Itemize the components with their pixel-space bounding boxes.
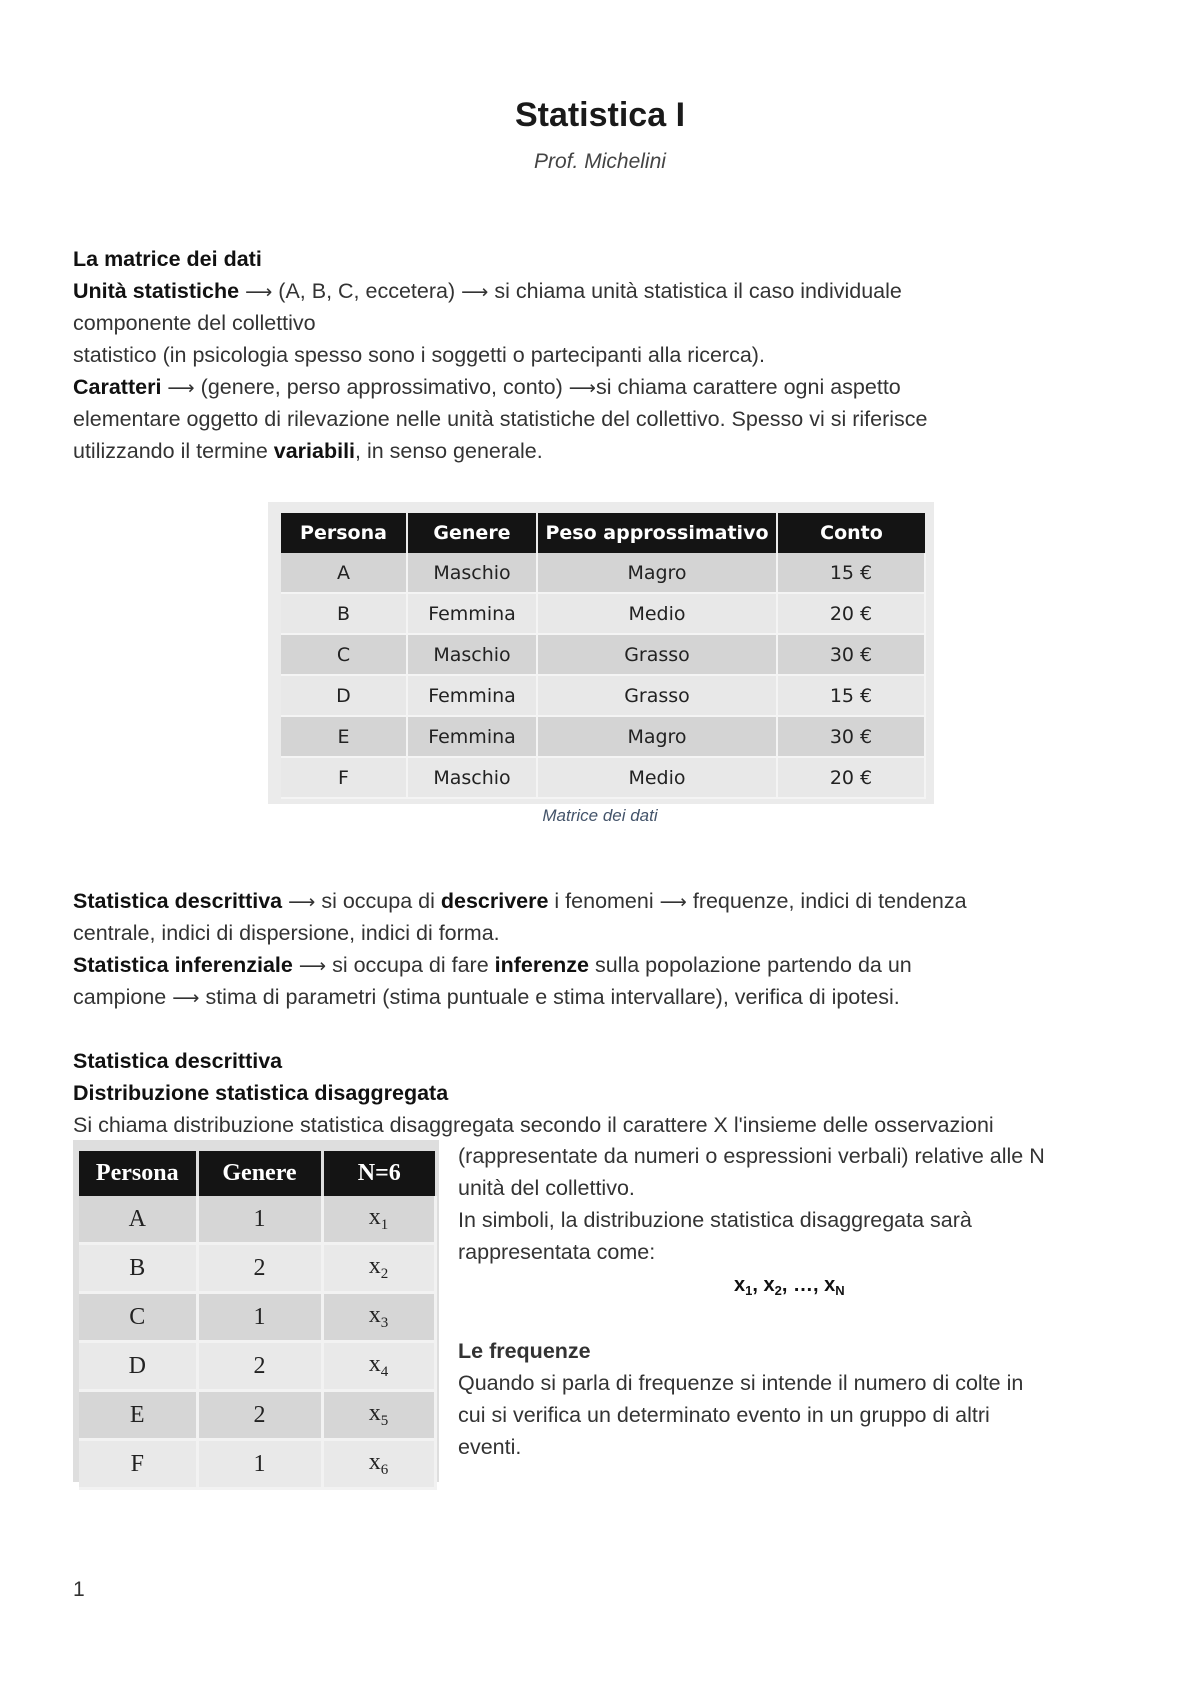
table-cell: C bbox=[79, 1293, 197, 1342]
arrow-icon: ⟶ bbox=[167, 377, 195, 399]
table-row bbox=[79, 1244, 435, 1293]
formula-symbol: , …, x bbox=[781, 1274, 836, 1296]
descrivere-term: descrivere bbox=[440, 889, 549, 913]
formula-symbol: , x bbox=[752, 1274, 775, 1296]
table-cell: B bbox=[281, 593, 407, 634]
variable-subscript: 2 bbox=[380, 1266, 389, 1282]
table-cell: Medio bbox=[537, 593, 777, 634]
descrittiva-label: Statistica descrittiva bbox=[73, 889, 283, 913]
unita-text-1b: si chiama unità statistica il caso individuale bbox=[494, 279, 902, 303]
table-cell: Femmina bbox=[407, 675, 537, 716]
page-title: Statistica I bbox=[514, 96, 686, 134]
table-cell: 1 bbox=[197, 1440, 322, 1489]
table-cell bbox=[322, 1440, 435, 1489]
table-header-cell: Genere bbox=[197, 1151, 322, 1196]
arrow-icon: ⟶ bbox=[288, 891, 316, 913]
page-number: 1 bbox=[73, 1578, 85, 1601]
table-cell: 15 € bbox=[777, 675, 925, 716]
table-cell bbox=[322, 1196, 435, 1244]
table-row bbox=[281, 593, 925, 634]
page-subtitle: Prof. Michelini bbox=[534, 150, 666, 173]
figure-caption: Matrice dei dati bbox=[542, 806, 658, 825]
variable-symbol: x bbox=[368, 1302, 381, 1328]
inferenziale-text-2b: stima di parametri (stima puntuale e stima intervallare), verifica di ipotesi. bbox=[205, 985, 900, 1009]
frequenze-line-2: cui si verifica un determinato evento in un gruppo di altri bbox=[458, 1403, 990, 1427]
table-row bbox=[281, 675, 925, 716]
table-cell bbox=[322, 1391, 435, 1440]
descrittiva-text-d: frequenze, indici di tendenza bbox=[692, 889, 967, 913]
table-row bbox=[281, 757, 925, 798]
section-heading-descrittiva: Statistica descrittiva bbox=[73, 1049, 283, 1073]
table-row bbox=[79, 1293, 435, 1342]
table-cell: F bbox=[281, 757, 407, 798]
table-row bbox=[79, 1440, 435, 1489]
arrow-icon: ⟶ bbox=[245, 281, 273, 303]
arrow-icon: ⟶ bbox=[568, 377, 596, 399]
table-cell: Grasso bbox=[537, 675, 777, 716]
table-cell: C bbox=[281, 634, 407, 675]
disaggregata-line-5: rappresentata come: bbox=[458, 1240, 656, 1264]
unita-line-2: componente del collettivo bbox=[73, 311, 316, 335]
table-row bbox=[79, 1196, 435, 1244]
disaggregata-line-4: In simboli, la distribuzione statistica disaggregata sarà bbox=[458, 1208, 972, 1232]
table-cell: E bbox=[281, 716, 407, 757]
arrow-icon: ⟶ bbox=[461, 281, 489, 303]
table-cell: B bbox=[79, 1244, 197, 1293]
disaggregata-line-1: Si chiama distribuzione statistica disaggregata secondo il carattere X l'insieme delle osservazioni bbox=[73, 1113, 994, 1137]
inferenziale-line-2 bbox=[73, 981, 900, 1014]
table-cell: Grasso bbox=[537, 634, 777, 675]
table-cell: D bbox=[79, 1342, 197, 1391]
table-cell: 30 € bbox=[777, 634, 925, 675]
table-cell: Medio bbox=[537, 757, 777, 798]
table-cell: D bbox=[281, 675, 407, 716]
formula-subscript: N bbox=[835, 1283, 845, 1298]
table-cell: E bbox=[79, 1391, 197, 1440]
table-cell: 2 bbox=[197, 1391, 322, 1440]
distribution-table bbox=[79, 1151, 437, 1490]
caratteri-text-3c: , in senso generale. bbox=[355, 439, 543, 463]
distribution-formula bbox=[734, 1274, 845, 1298]
variable-symbol: x bbox=[368, 1204, 381, 1230]
descrittiva-line-1 bbox=[73, 885, 967, 918]
table-cell: F bbox=[79, 1440, 197, 1489]
variabili-term: variabili bbox=[273, 439, 356, 463]
variable-subscript: 1 bbox=[380, 1217, 389, 1233]
inferenze-term: inferenze bbox=[494, 953, 590, 977]
arrow-icon: ⟶ bbox=[298, 955, 327, 977]
unita-line-1 bbox=[73, 275, 902, 308]
disaggregata-line-3: unità del collettivo. bbox=[458, 1176, 635, 1200]
table-cell: Femmina bbox=[407, 593, 537, 634]
variable-symbol: x bbox=[368, 1400, 381, 1426]
table-cell: 20 € bbox=[777, 593, 925, 634]
table-row bbox=[281, 716, 925, 757]
table-cell: A bbox=[281, 553, 407, 593]
formula-symbol: x bbox=[734, 1274, 746, 1296]
descrittiva-text-c: i fenomeni bbox=[548, 889, 654, 913]
inferenziale-text-a: si occupa di fare bbox=[332, 953, 495, 977]
table-row bbox=[79, 1391, 435, 1440]
unita-label: Unità statistiche bbox=[73, 279, 240, 303]
table-header-cell: Persona bbox=[281, 513, 407, 553]
arrow-icon: ⟶ bbox=[172, 987, 200, 1009]
unita-text-1: (A, B, C, eccetera) bbox=[278, 279, 456, 303]
variable-subscript: 3 bbox=[380, 1315, 389, 1331]
table-cell: Maschio bbox=[407, 757, 537, 798]
caratteri-text-1: (genere, perso approssimativo, conto) bbox=[200, 375, 563, 399]
table-cell: Magro bbox=[537, 716, 777, 757]
frequenze-line-3: eventi. bbox=[458, 1435, 522, 1459]
variable-symbol: x bbox=[368, 1253, 381, 1279]
table-header-row bbox=[281, 513, 925, 553]
caratteri-line-1 bbox=[73, 371, 901, 404]
variable-subscript: 5 bbox=[380, 1413, 389, 1429]
caratteri-label: Caratteri bbox=[73, 375, 162, 399]
inferenziale-label: Statistica inferenziale bbox=[73, 953, 293, 977]
data-matrix-figure bbox=[268, 502, 934, 804]
table-cell: Maschio bbox=[407, 553, 537, 593]
table-row bbox=[79, 1342, 435, 1391]
table-cell bbox=[322, 1342, 435, 1391]
frequenze-line-1: Quando si parla di frequenze si intende il numero di colte in bbox=[458, 1371, 1024, 1395]
table-cell: Femmina bbox=[407, 716, 537, 757]
table-header-cell: N=6 bbox=[322, 1151, 435, 1196]
table-row bbox=[281, 634, 925, 675]
table-cell: 2 bbox=[197, 1244, 322, 1293]
table-header-cell: Conto bbox=[777, 513, 925, 553]
caratteri-text-1b: si chiama carattere ogni aspetto bbox=[596, 375, 901, 399]
inferenziale-text-2a: campione bbox=[73, 985, 167, 1009]
table-cell: 1 bbox=[197, 1293, 322, 1342]
inferenziale-text-c: sulla popolazione partendo da un bbox=[589, 953, 912, 977]
table-header-cell: Peso approssimativo bbox=[537, 513, 777, 553]
variable-subscript: 4 bbox=[380, 1364, 389, 1380]
formula-subscript: 1 bbox=[745, 1283, 753, 1298]
section-heading-disaggregata: Distribuzione statistica disaggregata bbox=[73, 1081, 449, 1105]
distribution-figure bbox=[73, 1140, 439, 1482]
table-cell: Maschio bbox=[407, 634, 537, 675]
table-cell: 20 € bbox=[777, 757, 925, 798]
table-cell: 1 bbox=[197, 1196, 322, 1244]
section-heading-matrice: La matrice dei dati bbox=[73, 247, 262, 271]
caratteri-text-3a: utilizzando il termine bbox=[73, 439, 274, 463]
section-heading-frequenze: Le frequenze bbox=[458, 1339, 591, 1363]
table-cell: 30 € bbox=[777, 716, 925, 757]
table-cell: 15 € bbox=[777, 553, 925, 593]
descrittiva-text-a: si occupa di bbox=[321, 889, 441, 913]
table-cell bbox=[322, 1293, 435, 1342]
caratteri-line-3 bbox=[73, 435, 543, 467]
disaggregata-line-2: (rappresentate da numeri o espressioni verbali) relative alle N bbox=[458, 1144, 1045, 1168]
variable-symbol: x bbox=[368, 1449, 381, 1475]
table-header-cell: Persona bbox=[79, 1151, 197, 1196]
variable-subscript: 6 bbox=[380, 1462, 389, 1478]
data-matrix-table bbox=[281, 513, 926, 799]
descrittiva-line-2: centrale, indici di dispersione, indici di forma. bbox=[73, 921, 500, 945]
table-header-row bbox=[79, 1151, 435, 1196]
unita-line-3: statistico (in psicologia spesso sono i soggetti o partecipanti alla ricerca). bbox=[73, 343, 765, 367]
caratteri-line-2: elementare oggetto di rilevazione nelle unità statistiche del collettivo. Spesso vi si riferisce bbox=[73, 407, 928, 431]
table-cell bbox=[322, 1244, 435, 1293]
table-header-cell: Genere bbox=[407, 513, 537, 553]
variable-symbol: x bbox=[368, 1351, 381, 1377]
arrow-icon: ⟶ bbox=[659, 891, 687, 913]
table-cell: 2 bbox=[197, 1342, 322, 1391]
table-cell: Magro bbox=[537, 553, 777, 593]
inferenziale-line-1 bbox=[73, 949, 912, 982]
formula-subscript: 2 bbox=[774, 1283, 782, 1298]
table-cell: A bbox=[79, 1196, 197, 1244]
table-row bbox=[281, 553, 925, 593]
